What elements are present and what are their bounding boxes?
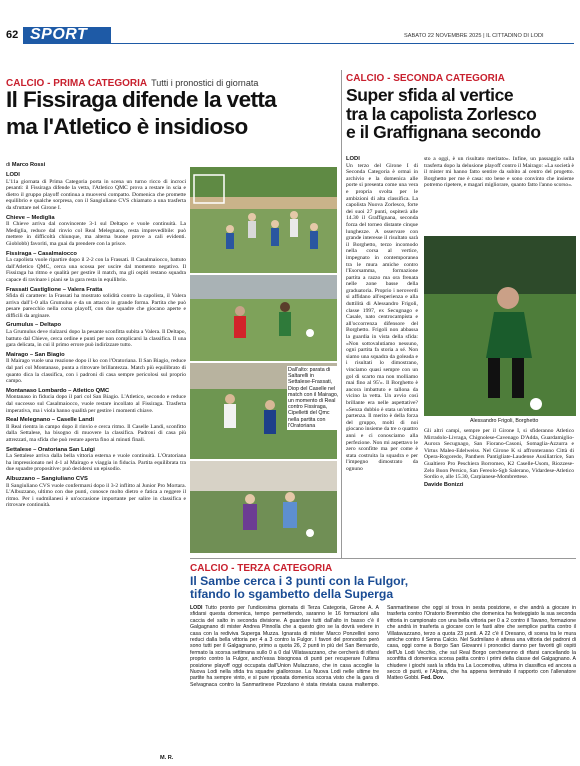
a1-photo-4	[190, 461, 337, 553]
a2-column-1	[346, 156, 418, 473]
a2-column-2-top	[424, 156, 574, 189]
a1-block-head: Chieve – Mediglia	[6, 214, 55, 221]
a1-block-head: Real Melegnano – Caselle Landi	[6, 417, 94, 424]
a3-title-line-1: Il Sambe cerca i 3 punti con la Fulgor,	[190, 574, 409, 588]
a1-lead: L'11a giornata di Prima Categoria porta in scena un turno ricco di incroci pesanti: il Fissiraga difende la vetta, l'Atletico QMC prova a restare in scia e dietro il gruppo playoff continua a muoversi compatto. Domenica che promette equilibrio e qualche sorpresa, con il Sangiuliano CVS chiamato a una trasferta da sfruttare nel Girone I.	[6, 178, 186, 211]
a2-title-line-3: e il Graffignana secondo	[346, 122, 541, 142]
a1-title	[6, 86, 336, 140]
a3-text	[190, 605, 576, 763]
a2-column-2-bottom	[424, 428, 574, 488]
a2-text-1: Un terzo del Girone I di Seconda Categoria è ormai in archivio e la domenica alle porte si presenta come una vera e propria svolta per le ambizioni di alta classifica. La capolista Nuova Zorlesco, forte dei suoi 27 punti, ospiterà alle 14.30 il Graffignana, seconda forza del torneo distante cinque lunghezze. A osservare con grande interesse il risultato sarà il Borghetto, terzo incomodo nella corsa al vertice, impegnato in contemporanea tra le mura amiche contro l'Esorsamma, formazione partita a razzo ma ora frenata nelle zone basse della graduatoria. Proprio i neroverdi si affidano all'esperienza e alla duttilità di Alessandro Frigoli, classe 1997, ex Secugnago e Casale, nato centrocampista e all'occorrenza difensore del Borghetto. Frigoli non abbassa la guardia in vista della sfida: «Non sottovalutiamo nessuno, ogni partita fa storia a sé. Non siamo una squadra da goleada e i risultati lo dimostrano, vinciamo quasi sempre con un gol di scarto ma non molliamo mai fino al 95'». Il Borghetto è ancora imbattuto e tallona da vicino la vetta. Un avvio così brillante era nelle aspettative? «Senza dubbio è stata un'ottima partenza. Il merito è della forza del gruppo, molti di noi giocano insieme da tre o quattro anni e ci conosciamo alla perfezione. Non mi aspettavo le zero sconfitte ma per come è stata costruita la squadra e per l'impegno dimostrato da ognuno	[346, 162, 418, 472]
a2-title-line-1: Super sfida al vertice	[346, 85, 514, 105]
a1-block-head: Albuzzano – Sangiuliano CVS	[6, 475, 88, 482]
a1-byline	[6, 162, 45, 168]
a1-photo-1	[190, 167, 337, 273]
a2-dateline: LODI	[346, 156, 360, 162]
a1-block-head: Fissiraga – Casalmaiocco	[6, 250, 77, 257]
a3-body: Tutto pronto per l'undicesima giornata di Terza Categoria, Girone A. A sfidarsi questa domenica, tempo permettendo, saranno le 16 formazioni alla caccia del salto in seconda divisione. A guardare tutti dall'alto in basso c'è il Galgagnano di mister Andrea Pinnolla che a questo giro se la dovrà vedere in casa con la rediviva Superga Muzza. Ignarata di mister Marco Ponzellini sono reduci dalla bella vittoria per 4 a 3 contro la Fulgor. I favori del pronostico però sono tutti per il Galgagnano, primo a quota 26, 2 punti in più del San Bernardo, fermato la scorsa settimana sullo 0 a 0 dal Villatavazzano, che cercherà di rifarsi proprio contro la Fulgor, anch'essa bisognosa di punti per recuperare l'ultima posizione playoff oggi occupata dall'Union Mulazzano, che in casa accoglie la Nuova Lodi nella sfida tra squadre giallorosse. La Nuova Lodi nelle ultime tre partite ha sempre vinto, e si pure riposata domenica scorsa visto che la gara di Selvagnaca contro la Sanmartinese Pizzolano è stata rinviata causa maltempo. Sanmartinese che oggi si trova in sesta posizione, e che andrà a giocare in trasferta contro l'Oratorio Bremmbio che domenica ha festeggiato la sua seconda vittoria in campionato con una bella vittoria per 0 a 2 contro il Tavano, formazione che andrà in trasferta a giocare con le fasti altre che semplice partita contro il Villatavazzano, terzo a quota 23 punti. A 22 c'è il Dresano, di scena tra le mura amiche contro il Senna Calcio. Nel Sudmilano è attesa una vittoria dei padroni di casa, oggi come a Borgo San Giovanni i pronostici danno per favoriti gli ospiti dell'Us Lodi Vecchio, che sul Real Borgo cercheranno di rifarsi cancellando la sconfitta di domenica scorsa patita contro i primi della classe del Galgagnano. A chiudere i giochi sarà la sfida tra La Locomotiva, ultima in classifica ed ancora a secco di punti, e l'Alpina, che ha appena terminato il rapporto con l'allenatore Matteo Gobbi.	[190, 605, 576, 688]
a1-block-text: Il Chieve arriva dal convincente 3-1 sul Deltapo e vuole continuità. La Mediglia, reduce dal rinvio col Real Melegnano, resta imprevedibile: può mettere in difficoltà chiunque, ma alterna buone prove a cali evidenti. Gioblobb) favoriti, ma guai da prendere con la prisce.	[6, 221, 186, 247]
a2-kicker: CALCIO - SECONDA CATEGORIA	[346, 73, 505, 84]
a3-title-line-2: tifando lo sgambetto della Superga	[190, 587, 394, 602]
a1-photo-2	[190, 275, 337, 361]
a3-kicker: CALCIO - TERZA CATEGORIA	[190, 563, 333, 574]
column-rule	[341, 70, 342, 558]
a1-text	[6, 172, 186, 509]
a1-block-head: Montanaso Lombardo – Atletico QMC	[6, 387, 110, 394]
a1-block-text: La Grumulus deve rialzarsi dopo la pesante sconfitta subita a Valera. Il Deltapo, battuto dal Chieve, cerca ordine e punti per non complicarsi la classifica. Il una gara delicata, in cui il primo errore può indirizzare tutto.	[6, 329, 186, 349]
a1-kicker: CALCIO - PRIMA CATEGORIA	[6, 78, 148, 89]
a1-block-head: Grumulus – Deltapo	[6, 322, 62, 329]
a2-signature: Davide Bonizzi	[424, 481, 464, 488]
a3-signature: Fed. Dov.	[421, 675, 445, 682]
a1-byline-di: di	[6, 162, 11, 168]
a1-block-head: Frassati Castiglione – Valera Fratta	[6, 286, 103, 293]
a3-top-rule	[190, 558, 576, 559]
a1-blocks	[6, 215, 186, 509]
a1-block-head: Settalese – Oratoriana San Luigi	[6, 446, 95, 453]
section-title: SPORT	[30, 26, 88, 43]
a1-block-text: Montanaso in fiducia dopo il pari col San Biagio. L'Atletico, secondo e reduce dal successo sul Casalmaiocco, vuole restare incollato al Fissiraga. Trasferta imperativa, ma i viola hanno qualità per gestire i momenti chiave.	[6, 394, 186, 414]
header-rule	[111, 43, 574, 44]
a1-block-head: Mairago – San Biagio	[6, 351, 65, 358]
a2-text-3: Gli altri campi, sempre per il Girone I, si sfideranno Atletico Mirradolo-Livraga, Chignolese-Cavenago D'Adda, Guardamiglio-Aurora Secugnago, San Fiorano-Casoni, Somaglia-Azzurra e Virtus Maleo-Edelweiss. Nel Girone K si affronteranno Città di Opera-Rogoredo, Panthers Pantigliate-Laudense Ausiliatrice, San Gualtiero Pro Peschiera Borromeo, K2 Caselle-Usom, Riozzese-Zelo Buon Persico, San Fereolo-Sgb Salerano, Vidardese-Atletico Sordio e, alle 15.30, Carpianese-Mombrettese.	[424, 428, 574, 481]
a2-title	[346, 86, 578, 142]
a1-block-text: Il Mairago vuole una reazione dopo il ko con l'Oratoriana. Il San Biagio, reduce dal pari col Montanaso, punta a ritrovare brillantezza. Match più equilibrato di quanto dica la classifica, con i padroni di casa sempre pericolosi sul proprio campo.	[6, 358, 186, 385]
a1-kicker-sub: Tutti i pronostici di giornata	[151, 78, 259, 88]
date-source: SABATO 22 NOVEMBRE 2025 | IL CITTADINO DI LODI	[404, 33, 544, 39]
a1-block-text: La Settalese arriva dalla bella vittoria esterna e vuole continuità. L'Oratoriana ha impressionato nel 4-1 al Mairago e viaggia in fiducia. Partita equilibrata tra due squadre propositive: può decidersi un episodio.	[6, 453, 186, 473]
a1-dateline: LODI	[6, 172, 20, 178]
a1-photo-caption: Dall'alto: parata di Saltarelli in Settalese-Frassati, Diop del Caselle nel match con il Mairago, un momento di Real contro Fissiraga, Cipelletti del Qmc nella partita con l'Oratoriana	[288, 367, 339, 429]
a1-block-text: La capolista vuole ripartire dopo il 2-2 con la Frassati. Il Casalmaiocco, battuto dall'Atletico QMC, cerca una scossa per uscire dal momento negativo. Il Fissiraga ha ritmo e qualità per gestire il match, ma gli ospiti restano squadra capace di ravinare i piani se la gara resta in equilibrio.	[6, 257, 186, 283]
a2-text-2: sto a oggi, è un risultato meritato». Infine, un passaggio sulla trasferta dopo la delusione playoff contro il Mairago: «La società è il mister mi hanno fatto sentire da subito al centro del progetto. Borghetto per me è casa: sto bene e sono convinto che insieme potremo ripetere, e magari migliorare, quanto fatto l'anno scorso».	[424, 156, 574, 189]
a3-title	[190, 575, 576, 601]
a1-block-text: Sfida di carattere: la Frassati ha mostrato solidità contro la capolista, il Valera arriva dall'1-0 alla Grumulus e da un attacco in grande forma. Partita che può pesare parecchio nella corsa playoff, con due squadre che giocano aperte e difficili da arginare.	[6, 293, 186, 319]
a2-photo-caption: Alessandro Frigoli, Borghetto	[470, 418, 539, 424]
a2-title-line-2: tra la capolista Zorlesco	[346, 103, 537, 124]
a3-dateline: LODI	[190, 605, 203, 611]
a1-block-text: Il Sangiuliano CVS vuole confermarsi dopo il 3-2 inflitto al Junior Pro Mortara. L'Albuzzano, ultimo con due punti, conosce molto dietro e fatica a reggere il ritmo. Per i sudmilanesi è un'occasione importante per salire in classifica e ritrovare continuità.	[6, 482, 186, 509]
page-number: 62	[6, 29, 19, 41]
a2-photo	[424, 236, 576, 416]
a1-title-line-1: Il Fissiraga difende la vetta	[6, 87, 277, 112]
a1-title-line-2: ma l'Atletico è insidioso	[6, 114, 248, 139]
a1-signature: M. R.	[160, 755, 174, 761]
a1-block-text: Il Real rientra in campo dopo il rinvio e cerca ritmo. Il Caselle Landi, sconfitto dalla Settalese, ha bisogno di muovere la classifica. Padroni di casa più attrezzati, ma sfida che può restare aperta fino ai minuti finali.	[6, 423, 186, 443]
a1-byline-name: Marco Rossi	[11, 162, 46, 168]
